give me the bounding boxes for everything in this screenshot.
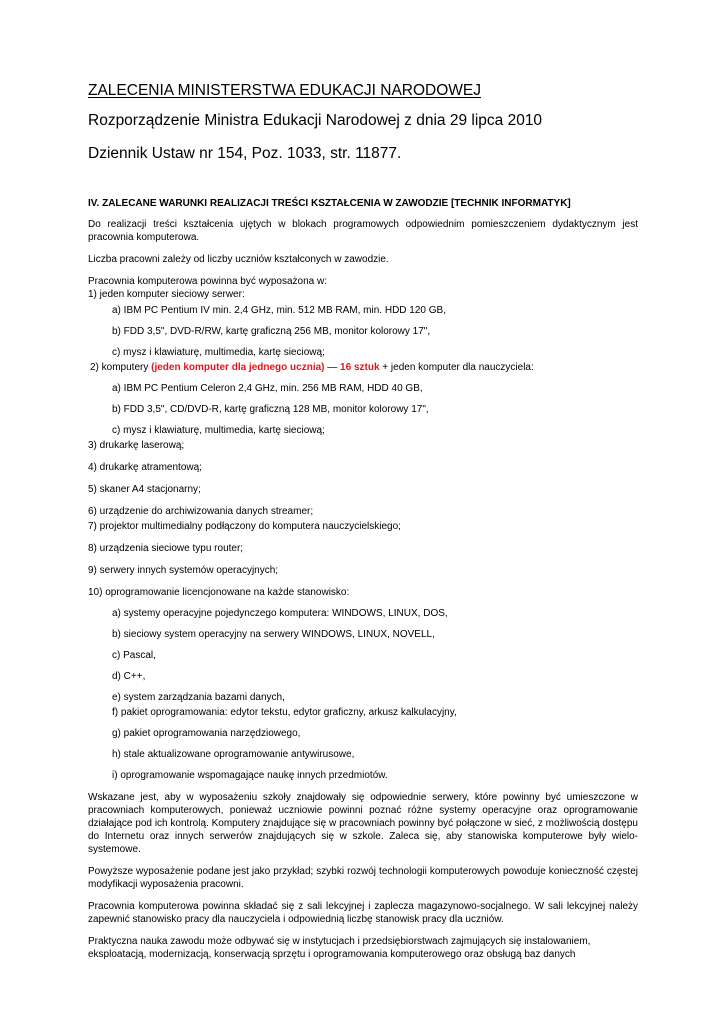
closing-paragraph-3: Pracownia komputerowa powinna składać się z sali lekcyjnej i zaplecza magazynowo-socjalnego. W sali lekcyjnej należy zapewnić stanowisko pracy dla nauczyciela i odpowiednią liczbę stanowisk pracy dla uczniów. <box>88 901 638 925</box>
list-subitem: c) Pascal, <box>112 650 156 661</box>
list-subitem: b) FDD 3,5", DVD-R/RW, kartę graficzną 256 MB, monitor kolorowy 17", <box>112 326 431 337</box>
intro-paragraph-2: Liczba pracowni zależy od liczby uczniów kształconych w zawodzie. <box>88 254 389 265</box>
intro-paragraph-1: Do realizacji treści kształcenia ujętych w blokach programowych odpowiednim pomieszczeniem dydaktycznym jest pracownia komputerowa. <box>88 219 638 243</box>
list-item: 5) skaner A4 stacjonarny; <box>88 484 201 495</box>
list-item <box>88 361 638 374</box>
highlighted-quantity: (jeden komputer dla jednego ucznia) — 16 sztuk <box>151 362 380 373</box>
document-page <box>88 82 638 961</box>
list-item-text: 2) komputery <box>90 362 152 373</box>
closing-paragraph-1: Wskazane jest, aby w wyposażeniu szkoły znajdowały się odpowiednie serwery, które powinny być umieszczone w pracowniach komputerowych, ponieważ uczniowie powinni poznać różne systemy operacyjne oraz oprogramowanie działające pod ich kontrolą. Komputery znajdujące się w pracowniach powinny być połączone w sieć, z możliwością dostępu do Internetu oraz innych serwerów znajdujących się w szkole. Zaleca się, aby stanowiska komputerowe były wielo- systemowe. <box>88 792 638 855</box>
journal-line: Dziennik Ustaw nr 154, Poz. 1033, str. 11877. <box>88 145 402 162</box>
closing-paragraph-2: Powyższe wyposażenie podane jest jako przykład; szybki rozwój technologii komputerowych powoduje konieczność częstej modyfikacji wyposażenia pracowni. <box>88 866 638 890</box>
list-item: 1) jeden komputer sieciowy serwer: <box>88 289 245 300</box>
list-item: 4) drukarkę atramentową; <box>88 462 202 473</box>
list-subitem: a) IBM PC Pentium IV min. 2,4 GHz, min. 512 MB RAM, min. HDD 120 GB, <box>112 305 446 316</box>
list-subitem: e) system zarządzania bazami danych, <box>112 692 285 703</box>
list-subitem: d) C++, <box>112 671 146 682</box>
list-subitem: f) pakiet oprogramowania: edytor tekstu, edytor graficzny, arkusz kalkulacyjny, <box>112 707 457 718</box>
closing-paragraph-4: Praktyczna nauka zawodu może odbywać się w instytucjach i przedsiębiorstwach zajmujących się instalowaniem, eksploatacją, modernizacją, konserwacją sprzętu i oprogramowania komputerowego oraz obsługą baz danych <box>88 936 591 960</box>
list-subitem: b) FDD 3,5", CD/DVD-R, kartę graficzną 128 MB, monitor kolorowy 17", <box>112 404 429 415</box>
document-title: ZALECENIA MINISTERSTWA EDUKACJI NARODOWEJ <box>88 82 482 99</box>
list-item: 6) urządzenie do archiwizowania danych streamer; <box>88 506 314 517</box>
list-subitem: a) systemy operacyjne pojedynczego komputera: WINDOWS, LINUX, DOS, <box>112 608 448 619</box>
list-item: 10) oprogramowanie licencjonowane na każde stanowisko: <box>88 587 350 598</box>
list-subitem: g) pakiet oprogramowania narzędziowego, <box>112 728 301 739</box>
section-heading: IV. ZALECANE WARUNKI REALIZACJI TREŚCI KSZTAŁCENIA W ZAWODZIE [TECHNIK INFORMATYK] <box>88 198 571 209</box>
list-item: 3) drukarkę laserową; <box>88 440 185 451</box>
list-subitem: c) mysz i klawiaturę, multimedia, kartę sieciową; <box>112 347 325 358</box>
list-item: 7) projektor multimedialny podłączony do komputera nauczycielskiego; <box>88 521 401 532</box>
list-item: 8) urządzenia sieciowe typu router; <box>88 543 244 554</box>
list-subitem: i) oprogramowanie wspomagające naukę innych przedmiotów. <box>112 770 388 781</box>
list-subitem: b) sieciowy system operacyjny na serwery WINDOWS, LINUX, NOVELL, <box>112 629 435 640</box>
list-subitem: c) mysz i klawiaturę, multimedia, kartę sieciową; <box>112 425 325 436</box>
list-item: 9) serwery innych systemów operacyjnych; <box>88 565 279 576</box>
regulation-line: Rozporządzenie Ministra Edukacji Narodowej z dnia 29 lipca 2010 <box>88 112 543 129</box>
list-item-text: + jeden komputer dla nauczyciela: <box>379 362 534 373</box>
list-subitem: a) IBM PC Pentium Celeron 2,4 GHz, min. 256 MB RAM, HDD 40 GB, <box>112 383 423 394</box>
intro-paragraph-3: Pracownia komputerowa powinna być wyposażona w: <box>88 276 328 287</box>
list-subitem: h) stale aktualizowane oprogramowanie antywirusowe, <box>112 749 355 760</box>
